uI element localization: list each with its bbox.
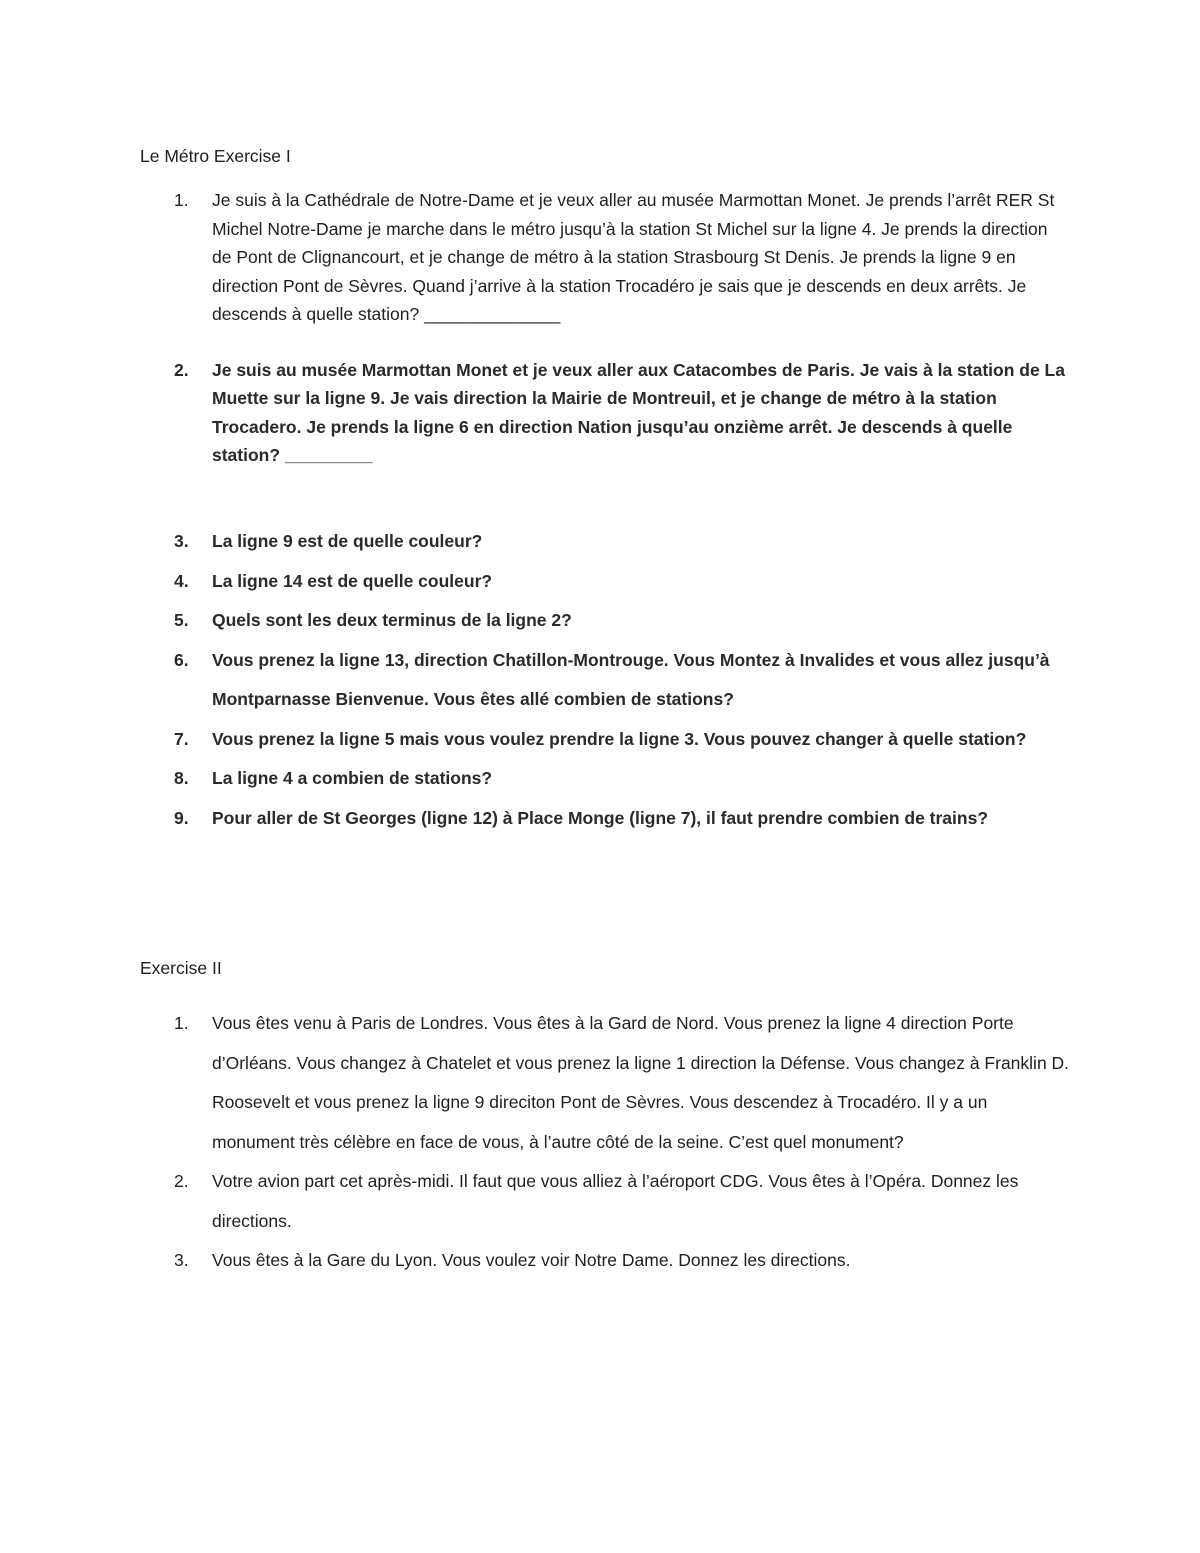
question-text: Vous êtes venu à Paris de Londres. Vous êtes à la Gard de Nord. Vous prenez la ligne 4 direction Porte d’Orléans. Vous changez à Chatelet et vous prenez la ligne 1 direction la Défense. Vous changez à Franklin D. Roosevelt et vous prenez la ligne 9 direciton Pont de Sèvres. Vous descendez à Trocadéro. Il y a un monument très célèbre en face de vous, à l’autre côté de la seine. C’est quel monument? bbox=[212, 1013, 1070, 1152]
exercise-1-question-5: 5. Quels sont les deux terminus de la ligne 2? bbox=[174, 610, 572, 630]
exercise-2-list bbox=[140, 1004, 1070, 1281]
exercise-1-question-1: 1. Je suis à la Cathédrale de Notre-Dame et je veux aller au musée Marmottan Monet. Je prends l’arrêt RER St Michel Notre-Dame je marche dans le métro jusqu’à la station St Michel sur la ligne 4. Je prends la direction de Pont de Clignancourt, et je change de métro à la station Strasbourg St Denis. Je prends la ligne 9 en direction Pont de Sèvres. Quand j’arrive à la station Trocadéro je sais que je descends en deux arrêts. Je descends à quelle station? ______________ bbox=[174, 190, 1055, 324]
question-text: La ligne 14 est de quelle couleur? bbox=[212, 570, 493, 591]
exercise-2-question-3: 3. Vous êtes à la Gare du Lyon. Vous voulez voir Notre Dame. Donnez les directions. bbox=[174, 1250, 851, 1270]
exercise-2-question-2: 2. Votre avion part cet après-midi. Il faut que vous alliez à l’aéroport CDG. Vous êtes à l’Opéra. Donnez les directions. bbox=[174, 1171, 1019, 1231]
exercise-1-question-4: 4. La ligne 14 est de quelle couleur? bbox=[174, 570, 493, 591]
exercise-1-list-b bbox=[140, 522, 1070, 838]
question-text: Vous prenez la ligne 13, direction Chatillon-Montrouge. Vous Montez à Invalides et vous allez jusqu’à Montparnasse Bienvenue. Vous êtes allé combien de stations? bbox=[212, 649, 1050, 709]
exercise-1-question-9: 9. Pour aller de St Georges (ligne 12) à Place Monge (ligne 7), il faut prendre combien de trains? bbox=[174, 807, 989, 828]
question-text: La ligne 9 est de quelle couleur? bbox=[212, 531, 483, 551]
exercise-1-question-7: 7. Vous prenez la ligne 5 mais vous voulez prendre la ligne 3. Vous pouvez changer à quelle station? bbox=[174, 728, 1027, 749]
exercise-2-question-1: 1. Vous êtes venu à Paris de Londres. Vous êtes à la Gard de Nord. Vous prenez la ligne 4 direction Porte d’Orléans. Vous changez à Chatelet et vous prenez la ligne 1 direction la Défense. Vous changez à Franklin D. Roosevelt et vous prenez la ligne 9 direciton Pont de Sèvres. Vous descendez à Trocadéro. Il y a un monument très célèbre en face de vous, à l’autre côté de la seine. C’est quel monument? bbox=[174, 1013, 1070, 1152]
question-text: Je suis à la Cathédrale de Notre-Dame et je veux aller au musée Marmottan Monet. Je prends l’arrêt RER St Michel Notre-Dame je marche dans le métro jusqu’à la station St Michel sur la ligne 4. Je prends la direction de Pont de Clignancourt, et je change de métro à la station Strasbourg St Denis. Je prends la ligne 9 en direction Pont de Sèvres. Quand j’arrive à la station Trocadéro je sais que je descends en deux arrêts. Je descends à quelle station? ______________ bbox=[212, 190, 1055, 324]
question-text: La ligne 4 a combien de stations? bbox=[212, 768, 493, 788]
question-text: Pour aller de St Georges (ligne 12) à Place Monge (ligne 7), il faut prendre combien de trains? bbox=[212, 807, 989, 828]
exercise-1-question-8: 8. La ligne 4 a combien de stations? bbox=[174, 768, 493, 788]
question-text: Vous prenez la ligne 5 mais vous voulez prendre la ligne 3. Vous pouvez changer à quelle station? bbox=[212, 728, 1027, 749]
question-text: Quels sont les deux terminus de la ligne 2? bbox=[212, 610, 572, 630]
exercise-1-question-6: 6. Vous prenez la ligne 13, direction Chatillon-Montrouge. Vous Montez à Invalides et vous allez jusqu’à Montparnasse Bienvenue. Vous êtes allé combien de stations? bbox=[174, 649, 1050, 709]
question-text: Vous êtes à la Gare du Lyon. Vous voulez voir Notre Dame. Donnez les directions. bbox=[212, 1250, 851, 1270]
exercise-2-title: Exercise II bbox=[140, 958, 222, 978]
question-text: Votre avion part cet après-midi. Il faut que vous alliez à l’aéroport CDG. Vous êtes à l’Opéra. Donnez les directions. bbox=[212, 1171, 1019, 1231]
exercise-1-list-a bbox=[140, 186, 1070, 470]
exercise-1-question-3: 3. La ligne 9 est de quelle couleur? bbox=[174, 531, 483, 551]
question-text: Je suis au musée Marmottan Monet et je veux aller aux Catacombes de Paris. Je vais à la station de La Muette sur la ligne 9. Je vais direction la Mairie de Montreuil, et je change de métro à la station Trocadero. Je prends la ligne 6 en direction Nation jusqu’au onzième arrêt. Je descends à quelle station? _________ bbox=[212, 359, 1065, 465]
exercise-1-question-2: 2. Je suis au musée Marmottan Monet et je veux aller aux Catacombes de Paris. Je vais à la station de La Muette sur la ligne 9. Je vais direction la Mairie de Montreuil, et je change de métro à la station Trocadero. Je prends la ligne 6 en direction Nation jusqu’au onzième arrêt. Je descends à quelle station? _________ bbox=[174, 359, 1065, 465]
exercise-1-title: Le Métro Exercise I bbox=[140, 146, 291, 166]
